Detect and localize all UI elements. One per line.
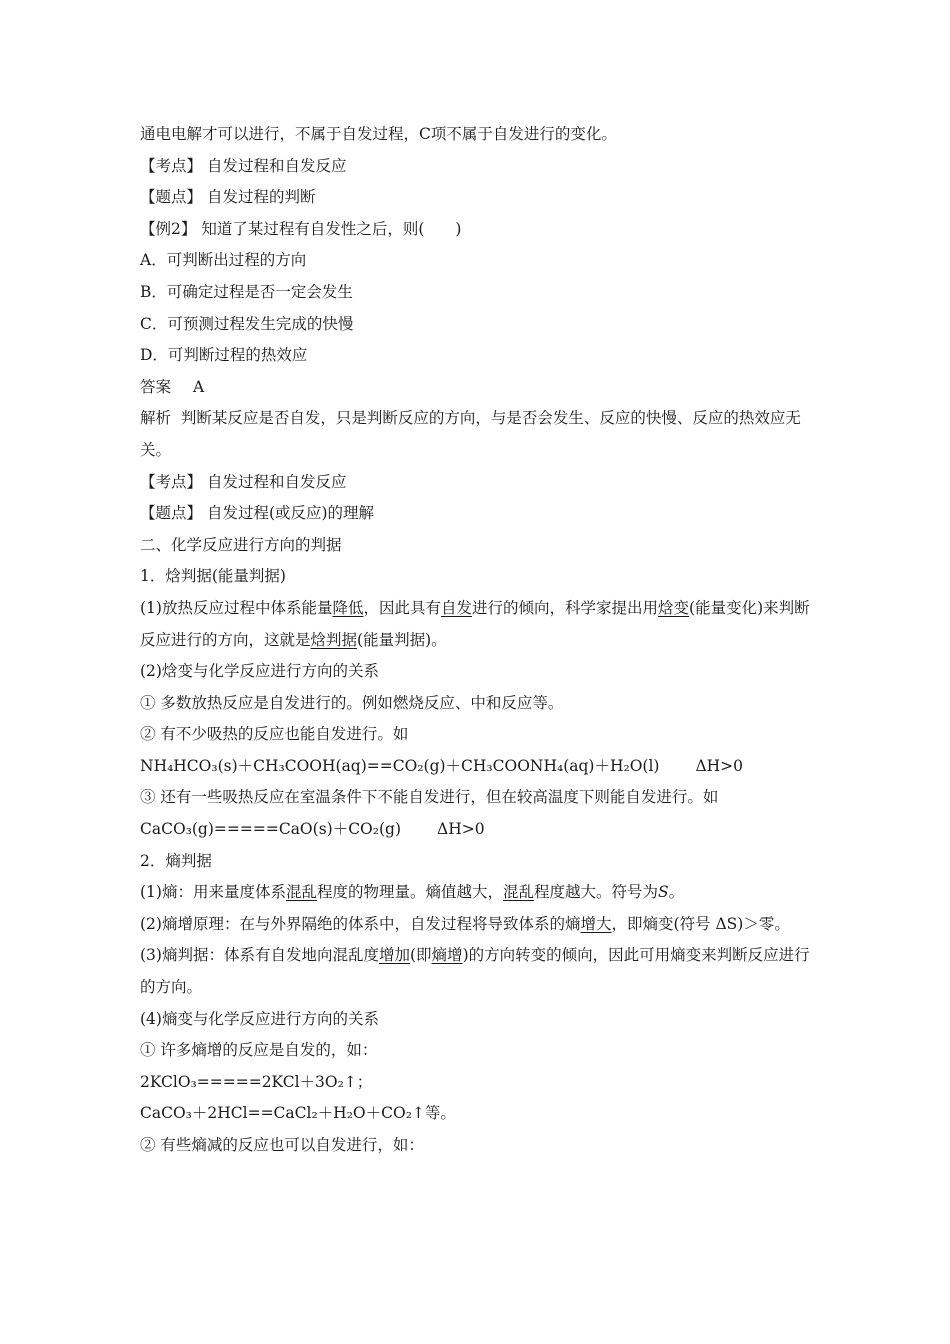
example-question (140, 214, 815, 246)
text-run: 。 (668, 883, 685, 902)
underlined-term: 熵增 (431, 946, 463, 965)
enthalpy-item-3: ③ 还有一些吸热反应在室温条件下不能自发进行，但在较高温度下则能自发进行。如 (140, 788, 719, 807)
underlined-term: 焓判据 (310, 630, 358, 649)
tidian-text-2: 自发过程(或反应)的理解 (206, 504, 375, 523)
underlined-term: 焓变 (658, 598, 690, 617)
option-b: B．可确定过程是否一定会发生 (140, 282, 353, 301)
underlined-term: 自发 (441, 598, 473, 617)
answer-value: A (193, 377, 205, 396)
analysis-paragraph (140, 403, 815, 466)
enthalpy-item-1: ① 多数放热反应是自发进行的。例如燃烧反应、中和反应等。 (140, 693, 564, 712)
text-run: (1)放热反应过程中体系能量 (140, 598, 333, 617)
entropy-item-1: ① 许多熵增的反应是自发的，如： (140, 1041, 378, 1060)
text-run: (能量判据)。 (357, 630, 447, 649)
underlined-term: 混乱 (285, 883, 317, 902)
subsection-2-title: 2．熵判据 (140, 851, 212, 870)
text-run: )的方向转变的倾向，因此可用熵变来判断反应进行的方向。 (140, 946, 810, 997)
delta-h: ΔH>0 (695, 756, 744, 775)
tidian-text: 自发过程的判断 (206, 188, 316, 207)
option-d: D．可判断过程的热效应 (140, 346, 308, 365)
entropy-paragraph-4: (4)熵变与化学反应进行方向的关系 (140, 1009, 379, 1028)
underlined-term: 降低 (332, 598, 364, 617)
underlined-term: 增加 (378, 946, 410, 965)
document-body (140, 119, 815, 1162)
equation-text: CaCO₃(g)=====CaO(s)＋CO₂(g) (140, 820, 401, 839)
underlined-term: 混乱 (503, 883, 535, 902)
kaodian-text-2: 自发过程和自发反应 (206, 472, 347, 491)
text-run: ，即熵变(符号 ΔS)＞零。 (611, 914, 790, 933)
option-c: C．可预测过程发生完成的快慢 (140, 314, 354, 333)
tidian-label-2: 【题点】 (140, 504, 203, 523)
tidian-label: 【题点】 (140, 188, 203, 207)
entropy-paragraph-2 (140, 909, 815, 941)
equation-caco3 (140, 814, 815, 846)
text-run: (即 (409, 946, 432, 965)
tidian-tag-2 (140, 498, 815, 530)
text-run: 程度的物理量。熵值越大， (316, 883, 503, 902)
equation-kclo3: 2KClO₃=====2KCl＋3O₂↑； (140, 1072, 373, 1091)
intro-continuation: 通电电解才可以进行，不属于自发过程，C项不属于自发进行的变化。 (140, 125, 617, 143)
underlined-term: 增大 (580, 914, 612, 933)
text-run: 进行的倾向，科学家提出用 (472, 598, 659, 617)
subsection-1-title: 1．焓判据(能量判据) (140, 567, 286, 586)
text-run: (2)熵增原理：在与外界隔绝的体系中，自发过程将导致体系的熵 (140, 914, 581, 933)
equation-text: NH₄HCO₃(s)＋CH₃COOH(aq)==CO₂(g)＋CH₃COONH₄(aq)＋H₂O(l) (140, 756, 660, 775)
kaodian-label: 【考点】 (140, 156, 203, 175)
delta-h: ΔH>0 (437, 820, 485, 839)
text-run: (能量变化)来判断反应进行的方向，这就是 (140, 598, 810, 649)
equation-nh4hco3 (140, 751, 815, 783)
kaodian-label-2: 【考点】 (140, 472, 203, 491)
section-heading: 二、化学反应进行方向的判据 (140, 535, 342, 554)
text-run: (3)熵判据：体系有自发地向混乱度 (140, 946, 379, 965)
text-run: (1)熵：用来量度体系 (140, 883, 286, 902)
tidian-tag (140, 182, 815, 214)
option-a: A．可判断出过程的方向 (140, 251, 307, 270)
answer-line (140, 372, 815, 404)
entropy-symbol: S (658, 883, 669, 902)
entropy-paragraph-1 (140, 877, 815, 909)
answer-label: 答案 (140, 377, 172, 396)
kaodian-text: 自发过程和自发反应 (206, 156, 347, 175)
text-run: ，因此具有 (363, 598, 441, 617)
equation-caco3-hcl: CaCO₃＋2HCl==CaCl₂＋H₂O＋CO₂↑等。 (140, 1104, 456, 1123)
kaodian-tag (140, 151, 815, 183)
example-question-text: 知道了某过程有自发性之后，则( ) (201, 219, 462, 238)
text-run: 程度越大。符号为 (534, 883, 659, 902)
example-label: 【例2】 (140, 219, 197, 238)
analysis-label: 解析 (140, 409, 172, 428)
analysis-text: 判断某反应是否自发，只是判断反应的方向，与是否会发生、反应的快慢、反应的热效应无关。 (140, 409, 801, 459)
entropy-paragraph-3 (140, 940, 815, 1003)
entropy-item-2: ② 有些熵减的反应也可以自发进行，如： (140, 1136, 424, 1154)
enthalpy-paragraph-2: (2)焓变与化学反应进行方向的关系 (140, 662, 379, 681)
kaodian-tag-2 (140, 467, 815, 499)
enthalpy-item-2: ② 有不少吸热的反应也能自发进行。如 (140, 725, 409, 744)
enthalpy-paragraph-1 (140, 593, 815, 656)
